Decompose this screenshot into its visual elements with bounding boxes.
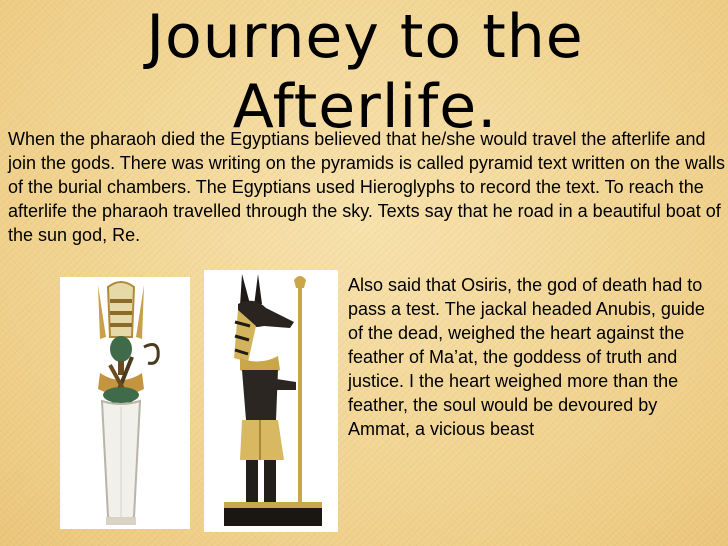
osiris-test-paragraph: Also said that Osiris, the god of death had to pass a test. The jackal headed Anubis, guide of the dead, weighed the heart against the feather of Ma’at, the goddess of truth and justice. I the heart weighed more than the feather, the soul would be devoured by Ammat, a vicious beast	[348, 275, 705, 439]
slide-title: Journey to the Afterlife.	[146, 2, 584, 142]
anubis-statue-image	[204, 270, 338, 532]
osiris-statue-image	[60, 277, 190, 529]
intro-paragraph: When the pharaoh died the Egyptians believed that he/she would travel the afterlife and join the gods. There was writing on the pyramids is called pyramid text written on the walls of the burial chambers. The Egyptians used Hieroglyphs to record the text. To reach the afterlife the pharaoh travelled through the sky. Texts say that he road in a beautiful boat of the sun god, Re.	[8, 129, 726, 245]
